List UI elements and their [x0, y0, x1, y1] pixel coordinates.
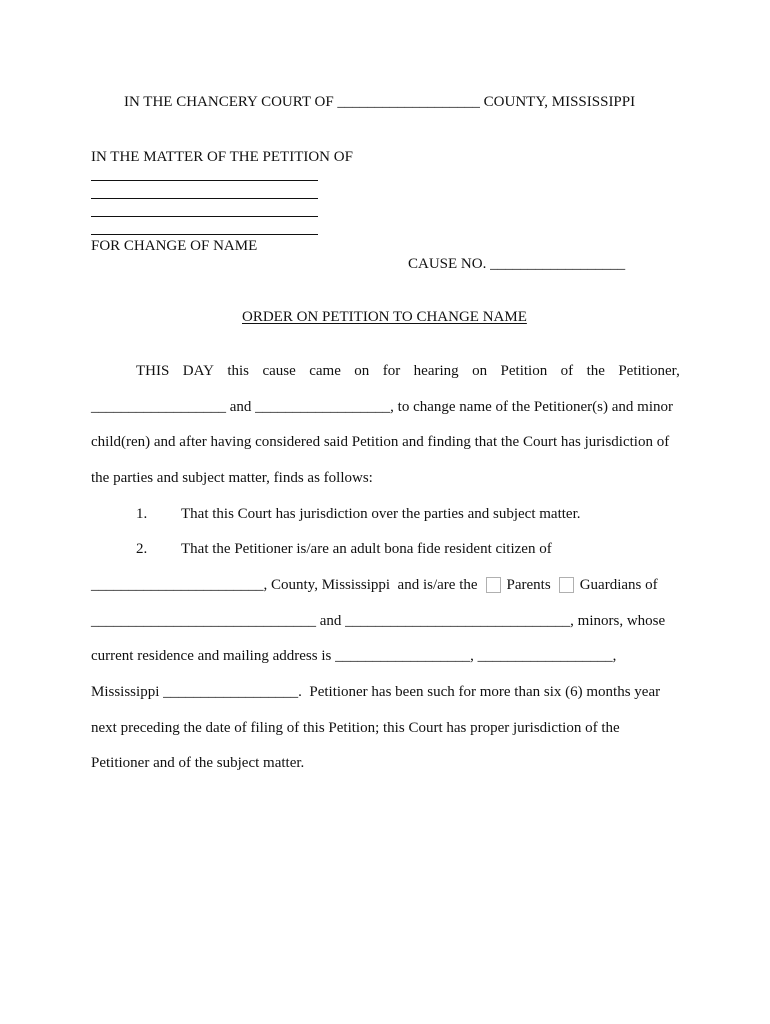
petitioner-blank-line-3[interactable]	[91, 216, 318, 217]
petitioner-blank-line-4[interactable]	[91, 234, 318, 235]
court-heading: IN THE CHANCERY COURT OF ___________________ COUNTY, MISSISSIPPI	[124, 94, 636, 110]
finding-2-line-5: Mississippi __________________. Petitioner has been such for more than six (6) months year	[91, 684, 661, 700]
parents-checkbox-label: Parents	[506, 577, 551, 593]
guardians-checkbox[interactable]	[559, 577, 574, 593]
petitioner-blank-line-1[interactable]	[91, 180, 318, 181]
order-title: ORDER ON PETITION TO CHANGE NAME	[242, 309, 527, 325]
finding-2-number: 2.	[136, 541, 148, 557]
finding-2-line-6: next preceding the date of filing of this Petition; this Court has proper jurisdiction of the	[91, 720, 620, 736]
matter-label: IN THE MATTER OF THE PETITION OF	[91, 149, 353, 165]
intro-word: of	[560, 363, 574, 379]
intro-word: cause	[262, 363, 296, 379]
intro-line-4: the parties and subject matter, finds as follows:	[91, 470, 373, 486]
intro-line-2: __________________ and __________________, to change name of the Petitioner(s) and minor	[91, 399, 673, 415]
finding-2-line-2	[91, 576, 658, 594]
finding-1-number: 1.	[136, 506, 148, 522]
for-change-of-name-label: FOR CHANGE OF NAME	[91, 238, 258, 254]
finding-2-line-3: ______________________________ and ______________________________, minors, whose	[91, 613, 666, 629]
intro-word: for	[382, 363, 401, 379]
finding-2-line-7: Petitioner and of the subject matter.	[91, 755, 305, 771]
county-residence-text: _______________________, County, Mississippi and is/are the	[91, 577, 478, 593]
guardians-checkbox-label: Guardians of	[579, 577, 658, 593]
finding-2-line-4: current residence and mailing address is __________________, __________________,	[91, 648, 617, 664]
intro-word: Petition	[500, 363, 548, 379]
intro-word: Petitioner,	[618, 363, 680, 379]
petitioner-blank-line-2[interactable]	[91, 198, 318, 199]
intro-word: on	[354, 363, 370, 379]
intro-line-3: child(ren) and after having considered said Petition and finding that the Court has jurisdiction of	[91, 434, 670, 450]
intro-line-1	[136, 362, 680, 380]
parents-checkbox[interactable]	[486, 577, 501, 593]
intro-word: hearing	[413, 363, 459, 379]
intro-word: came	[309, 363, 341, 379]
intro-word: DAY	[182, 363, 214, 379]
intro-word: this	[227, 363, 250, 379]
cause-number-field: CAUSE NO. __________________	[408, 256, 626, 272]
intro-word: on	[472, 363, 488, 379]
intro-word: the	[586, 363, 605, 379]
finding-2-text: That the Petitioner is/are an adult bona fide resident citizen of	[181, 541, 552, 557]
finding-1-text: That this Court has jurisdiction over the parties and subject matter.	[181, 506, 581, 522]
intro-word: THIS	[136, 363, 170, 379]
